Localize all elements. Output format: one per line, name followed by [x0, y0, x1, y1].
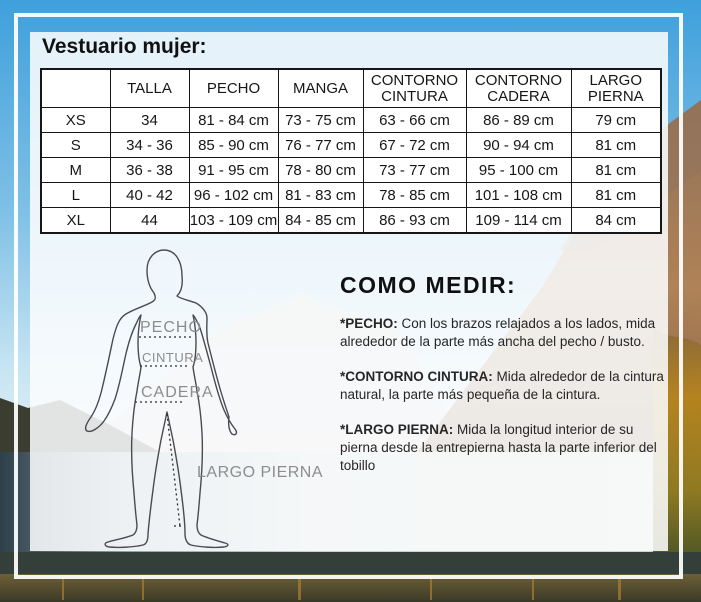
table-row-m	[41, 158, 661, 183]
measure-item-cintura	[340, 368, 670, 404]
value-cell: 101 - 108 cm	[466, 183, 571, 208]
measure-item-text: Mida la longitud interior de su pierna desde la entrepierna hasta la parte inferior del tobillo	[340, 422, 657, 473]
measure-item-lead: *PECHO:	[340, 316, 398, 331]
value-cell: 109 - 114 cm	[466, 208, 571, 234]
size-cell: XL	[41, 208, 110, 234]
size-chart-table	[40, 68, 662, 234]
header-cell-contorno-cintura: CONTORNO CINTURA	[363, 69, 466, 108]
value-cell: 84 cm	[571, 208, 661, 234]
value-cell: 78 - 80 cm	[278, 158, 363, 183]
table-header-row	[41, 69, 661, 108]
size-cell: L	[41, 183, 110, 208]
inseam-label: LARGO PIERNA	[197, 464, 324, 481]
measure-item-lead: *CONTORNO CINTURA:	[340, 369, 493, 384]
value-cell: 79 cm	[571, 108, 661, 133]
value-cell: 76 - 77 cm	[278, 133, 363, 158]
how-to-measure-section	[340, 272, 670, 492]
value-cell: 81 cm	[571, 158, 661, 183]
value-cell: 67 - 72 cm	[363, 133, 466, 158]
header-cell-pecho: PECHO	[189, 69, 278, 108]
value-cell: 63 - 66 cm	[363, 108, 466, 133]
value-cell: 40 - 42	[110, 183, 189, 208]
value-cell: 95 - 100 cm	[466, 158, 571, 183]
hip-label: CADERA	[141, 384, 214, 401]
how-to-measure-heading: COMO MEDIR:	[340, 272, 517, 298]
measure-item-pecho	[340, 315, 670, 351]
value-cell: 85 - 90 cm	[189, 133, 278, 158]
value-cell: 84 - 85 cm	[278, 208, 363, 234]
value-cell: 91 - 95 cm	[189, 158, 278, 183]
value-cell: 96 - 102 cm	[189, 183, 278, 208]
value-cell: 44	[110, 208, 189, 234]
waist-label: CINTURA	[142, 350, 204, 365]
chest-label: PECHO	[140, 319, 202, 336]
value-cell: 36 - 38	[110, 158, 189, 183]
measure-item-lead: *LARGO PIERNA:	[340, 422, 454, 437]
body-diagram	[80, 242, 340, 558]
value-cell: 73 - 77 cm	[363, 158, 466, 183]
value-cell: 73 - 75 cm	[278, 108, 363, 133]
value-cell: 86 - 93 cm	[363, 208, 466, 234]
table-row-s	[41, 133, 661, 158]
header-cell-manga: MANGA	[278, 69, 363, 108]
header-cell-blank	[41, 69, 110, 108]
value-cell: 86 - 89 cm	[466, 108, 571, 133]
header-cell-contorno-cadera: CONTORNO CADERA	[466, 69, 571, 108]
table-row-xl	[41, 208, 661, 234]
value-cell: 81 - 84 cm	[189, 108, 278, 133]
measure-item-text: Con los brazos relajados a los lados, mida alrededor de la parte más ancha del pecho / busto.	[340, 316, 656, 349]
value-cell: 81 cm	[571, 133, 661, 158]
value-cell: 34	[110, 108, 189, 133]
header-cell-largo-pierna: LARGO PIERNA	[571, 69, 661, 108]
size-cell: XS	[41, 108, 110, 133]
value-cell: 78 - 85 cm	[363, 183, 466, 208]
header-cell-talla: TALLA	[110, 69, 189, 108]
page-title: Vestuario mujer:	[42, 35, 207, 58]
size-cell: S	[41, 133, 110, 158]
value-cell: 34 - 36	[110, 133, 189, 158]
table-row-l	[41, 183, 661, 208]
value-cell: 81 cm	[571, 183, 661, 208]
value-cell: 81 - 83 cm	[278, 183, 363, 208]
content-panel	[30, 32, 668, 551]
value-cell: 90 - 94 cm	[466, 133, 571, 158]
measure-item-text: Mida alrededor de la cintura natural, la parte más pequeña de la cintura.	[340, 369, 664, 402]
value-cell: 103 - 109 cm	[189, 208, 278, 234]
table-row-xs	[41, 108, 661, 133]
size-cell: M	[41, 158, 110, 183]
measure-item-largo-pierna	[340, 421, 670, 475]
